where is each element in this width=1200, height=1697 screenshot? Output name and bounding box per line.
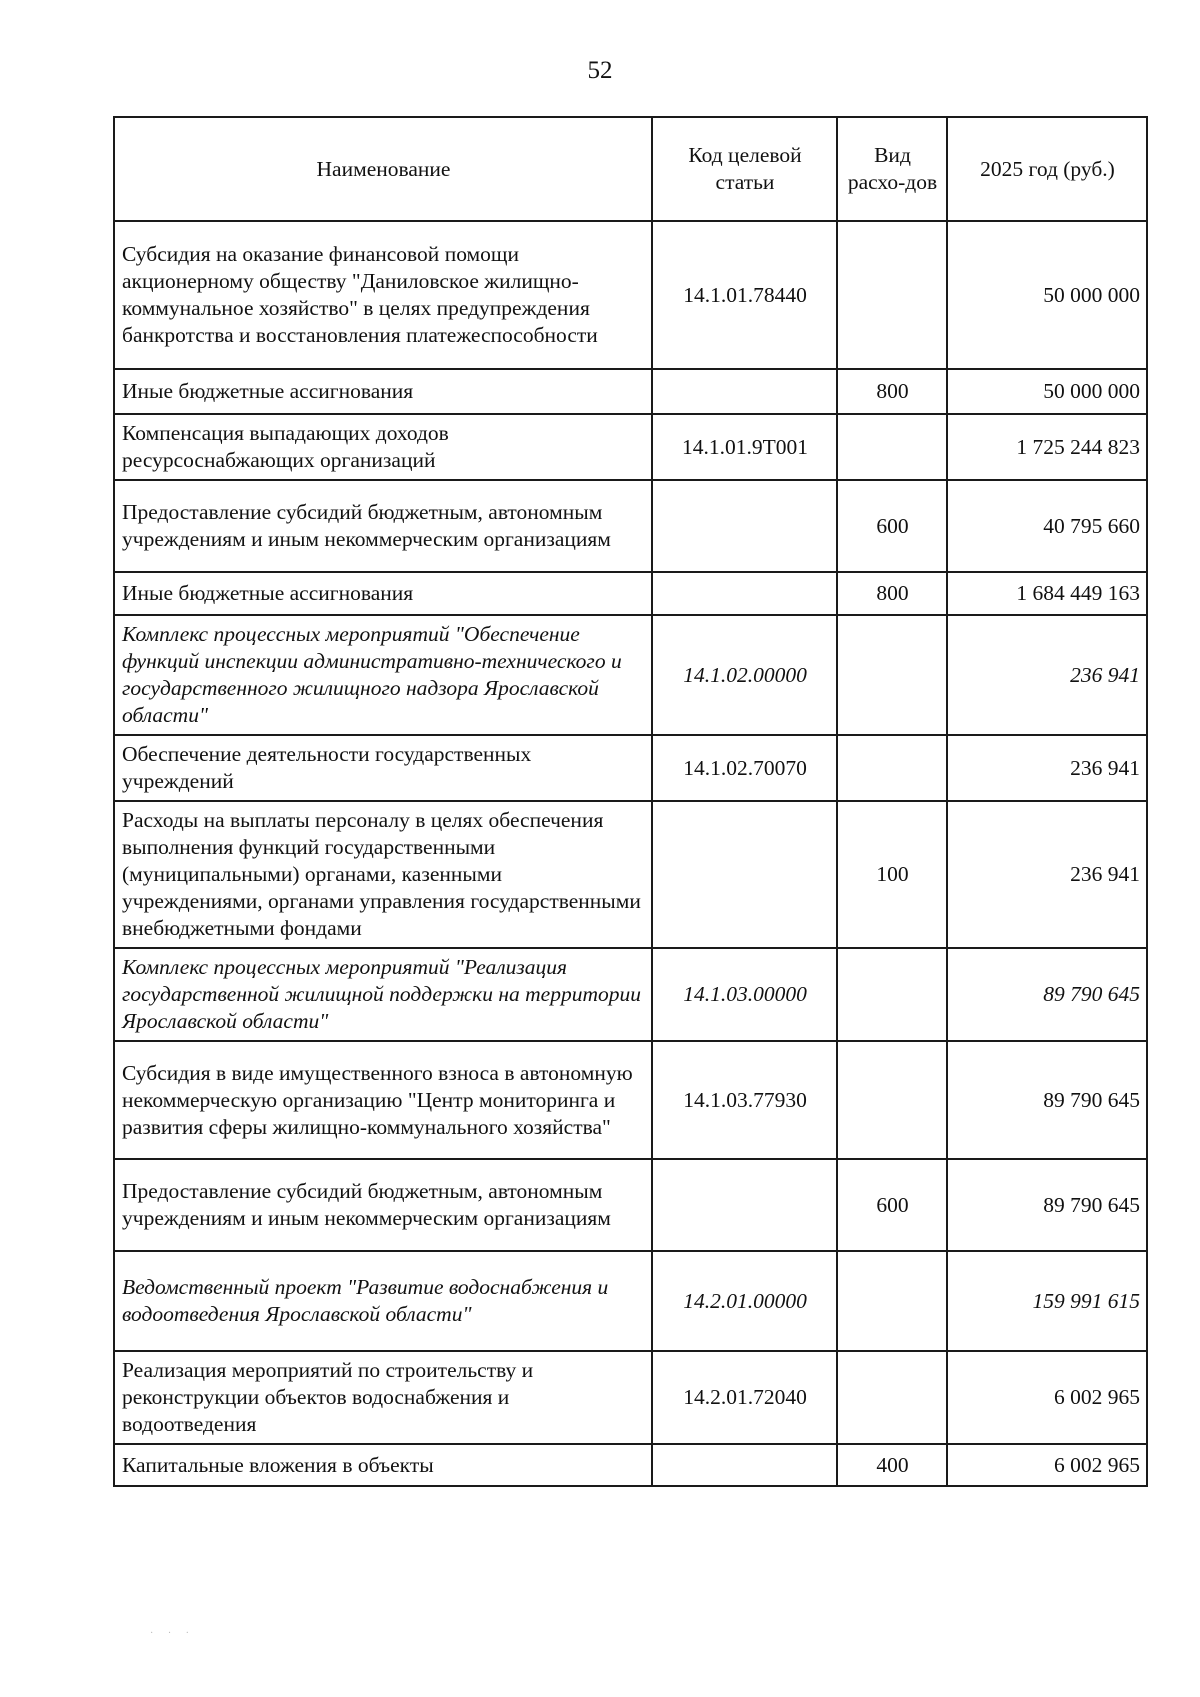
row-code-cell: 14.1.02.00000 [652,615,837,735]
row-kind-cell [837,414,947,480]
row-code-cell [652,572,837,615]
table-header-row [114,117,1147,221]
row-code-cell: 14.1.03.00000 [652,948,837,1041]
row-name-cell: Иные бюджетные ассигнования [114,369,652,414]
row-kind-cell [837,1041,947,1159]
table-row [114,221,1147,369]
row-sum-cell: 89 790 645 [947,948,1147,1041]
row-kind-cell: 600 [837,480,947,572]
table-row [114,572,1147,615]
table-row [114,615,1147,735]
row-sum-cell: 6 002 965 [947,1351,1147,1444]
row-name-cell: Комплекс процессных мероприятий "Реализация государственной жилищной поддержки на территории Ярославской области" [114,948,652,1041]
row-name-cell: Субсидия в виде имущественного взноса в автономную некоммерческую организацию "Центр мониторинга и развития сферы жилищно-коммунального хозяйства" [114,1041,652,1159]
row-code-cell: 14.1.01.78440 [652,221,837,369]
row-sum-cell: 1 684 449 163 [947,572,1147,615]
header-code: Код целевой статьи [652,117,837,221]
row-name-cell: Реализация мероприятий по строительству и реконструкции объектов водоснабжения и водоотведения [114,1351,652,1444]
row-sum-cell: 1 725 244 823 [947,414,1147,480]
row-name-cell: Предоставление субсидий бюджетным, автономным учреждениям и иным некоммерческим организациям [114,480,652,572]
row-sum-cell: 6 002 965 [947,1444,1147,1486]
table-row [114,948,1147,1041]
row-code-cell [652,480,837,572]
row-kind-cell [837,1351,947,1444]
table-row [114,414,1147,480]
row-name-cell: Предоставление субсидий бюджетным, автономным учреждениям и иным некоммерческим организациям [114,1159,652,1251]
row-sum-cell: 89 790 645 [947,1041,1147,1159]
table-row [114,369,1147,414]
table-row [114,735,1147,801]
row-name-cell: Капитальные вложения в объекты [114,1444,652,1486]
row-kind-cell [837,221,947,369]
row-kind-cell [837,735,947,801]
row-name-cell: Ведомственный проект "Развитие водоснабжения и водоотведения Ярославской области" [114,1251,652,1351]
row-kind-cell [837,1251,947,1351]
table-body [114,221,1147,1486]
row-kind-cell [837,948,947,1041]
row-sum-cell: 236 941 [947,735,1147,801]
table-row [114,1251,1147,1351]
row-sum-cell: 236 941 [947,801,1147,948]
row-kind-cell: 600 [837,1159,947,1251]
row-sum-cell: 40 795 660 [947,480,1147,572]
row-code-cell: 14.1.03.77930 [652,1041,837,1159]
row-code-cell [652,369,837,414]
row-name-cell: Компенсация выпадающих доходов ресурсоснабжающих организаций [114,414,652,480]
row-kind-cell [837,615,947,735]
row-kind-cell: 800 [837,369,947,414]
row-code-cell [652,1444,837,1486]
row-code-cell: 14.2.01.00000 [652,1251,837,1351]
row-sum-cell: 50 000 000 [947,221,1147,369]
row-name-cell: Субсидия на оказание финансовой помощи акционерному обществу "Даниловское жилищно-коммунальное хозяйство" в целях предупреждения банкротства и восстановления платежеспособности [114,221,652,369]
table-row [114,480,1147,572]
table-row [114,1444,1147,1486]
budget-table [113,116,1148,1487]
row-kind-cell: 800 [837,572,947,615]
row-kind-cell: 100 [837,801,947,948]
row-code-cell: 14.1.01.9Т001 [652,414,837,480]
row-sum-cell: 50 000 000 [947,369,1147,414]
row-code-cell: 14.2.01.72040 [652,1351,837,1444]
row-name-cell: Иные бюджетные ассигнования [114,572,652,615]
scan-artifact: · · · [150,1628,195,1639]
row-name-cell: Комплекс процессных мероприятий "Обеспечение функций инспекции административно-технического и государственного жилищного надзора Ярославской области" [114,615,652,735]
row-kind-cell: 400 [837,1444,947,1486]
row-code-cell: 14.1.02.70070 [652,735,837,801]
table-row [114,801,1147,948]
header-sum: 2025 год (руб.) [947,117,1147,221]
table-row [114,1041,1147,1159]
row-name-cell: Расходы на выплаты персоналу в целях обеспечения выполнения функций государственными (муниципальными) органами, казенными учреждениями, органами управления государственными внебюджетными фондами [114,801,652,948]
header-name: Наименование [114,117,652,221]
row-sum-cell: 236 941 [947,615,1147,735]
table-row [114,1159,1147,1251]
row-sum-cell: 159 991 615 [947,1251,1147,1351]
page-number: 52 [587,57,613,84]
header-kind: Вид расхо-дов [837,117,947,221]
row-name-cell: Обеспечение деятельности государственных учреждений [114,735,652,801]
row-sum-cell: 89 790 645 [947,1159,1147,1251]
row-code-cell [652,801,837,948]
row-code-cell [652,1159,837,1251]
table-row [114,1351,1147,1444]
